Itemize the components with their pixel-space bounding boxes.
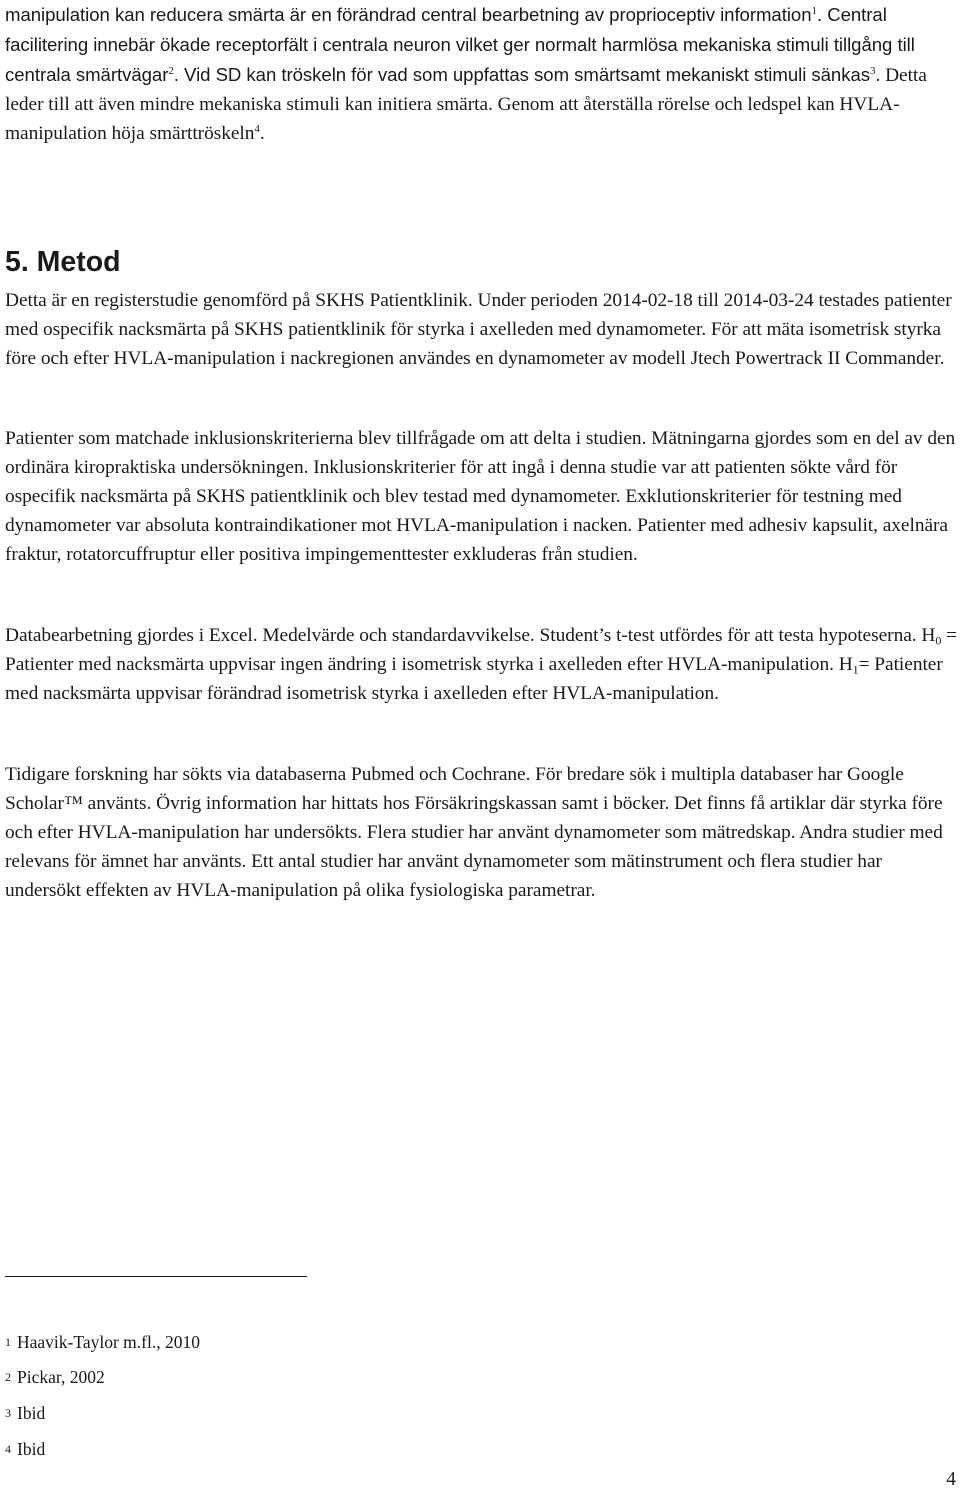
intro-sentence-4: . Detta leder till att även mindre mekaniska stimuli kan initiera smärta. Genom att återställa rörelse och ledspel kan HVLA-manipulation höja smärttröskeln (5, 65, 927, 144)
method-paragraph-4: Tidigare forskning har sökts via databaserna Pubmed och Cochrane. För bredare sök i multipla databaser har Google Scholar™ använts. Övrig information har hittats hos Försäkringskassan samt i böcker. Det finns få artiklar där styrka före och efter HVLA-manipulation har undersökts. Flera studier har använt dynamometer som mätredskap. Andra studier med relevans för ämnet har använts. Ett antal studier har använt dynamometer som mätinstrument och flera studier har undersökt effekten av HVLA-manipulation på olika fysiologiska parametrar. (5, 764, 943, 901)
method-p3-part-c: = Patienter med nacksmärta uppvisar förändrad isometrisk styrka i axelleden efter HVLA-manipulation. (5, 654, 943, 704)
footnote-text: Ibid (17, 1403, 46, 1423)
footnote-number: 1 (5, 1335, 11, 1350)
footnote-number: 3 (5, 1406, 11, 1421)
footnote-text: Haavik-Taylor m.fl., 2010 (17, 1332, 200, 1352)
footnote-ref-3[interactable]: 3 (870, 64, 876, 77)
footnote-ref-1[interactable]: 1 (811, 4, 817, 17)
footnote-4 (5, 1437, 45, 1461)
intro-paragraph (5, 0, 957, 148)
section-heading: 5. Metod (5, 246, 121, 278)
footnote-text: Ibid (17, 1439, 46, 1459)
intro-sentence-3: . Vid SD kan tröskeln för vad som uppfattas som smärtsamt mekaniskt stimuli sänkas (173, 64, 871, 85)
intro-sentence-2: . Central facilitering innebär ökade receptorfält i centrala neuron vilket ger normalt harmlösa mekaniska stimuli tillgång till centrala smärtvägar (5, 4, 915, 85)
method-paragraph-3 (5, 621, 957, 708)
method-paragraph-1: Detta är en registerstudie genomförd på SKHS Patientklinik. Under perioden 2014-02-18 till 2014-03-24 testades patienter med ospecifik nacksmärta på SKHS patientklinik för styrka i axelleden med dynamometer. För att mäta isometrisk styrka före och efter HVLA-manipulation i nackregionen användes en dynamometer av modell Jtech Powertrack II Commander. (5, 290, 952, 369)
method-p3-part-b: = Patienter med nacksmärta uppvisar ingen ändring i isometrisk styrka i axelleden efter HVLA-manipulation. H (5, 625, 957, 675)
hypothesis-h1-subscript: 1 (852, 662, 859, 677)
footnote-separator (5, 1276, 307, 1277)
footnote-text: Pickar, 2002 (17, 1367, 105, 1387)
method-paragraph-2: Patienter som matchade inklusionskriterierna blev tillfrågade om att delta i studien. Mätningarna gjordes som en del av den ordinära kiropraktiska undersökningen. Inklusionskriterier för att ingå i denna studie var att patienten sökte vård för ospecifik nacksmärta på SKHS patientklinik och blev testad med dynamometer. Exklutionskriterier för testning med dynamometer var absoluta kontraindikationer mot HVLA-manipulation i nacken. Patienter med adhesiv kapsulit, axelnära fraktur, rotatorcuffruptur eller positiva impingementtester exkluderas från studien. (5, 428, 956, 565)
intro-sentence-5: . (259, 123, 265, 144)
page-number: 4 (946, 1469, 956, 1490)
method-p3-part-a: Databearbetning gjordes i Excel. Medelvärde och standardavvikelse. Student’s t-test utfördes för att testa hypoteserna. H (5, 625, 936, 646)
footnote-ref-4[interactable]: 4 (254, 122, 260, 135)
footnote-1 (5, 1330, 200, 1354)
footnote-3 (5, 1401, 45, 1425)
footnote-ref-2[interactable]: 2 (168, 64, 174, 77)
hypothesis-h0-subscript: 0 (935, 633, 942, 648)
footnote-number: 4 (5, 1442, 11, 1457)
intro-sentence-1: manipulation kan reducera smärta är en förändrad central bearbetning av proprioceptiv information (5, 4, 812, 25)
footnote-number: 2 (5, 1370, 11, 1385)
footnote-2 (5, 1365, 105, 1389)
